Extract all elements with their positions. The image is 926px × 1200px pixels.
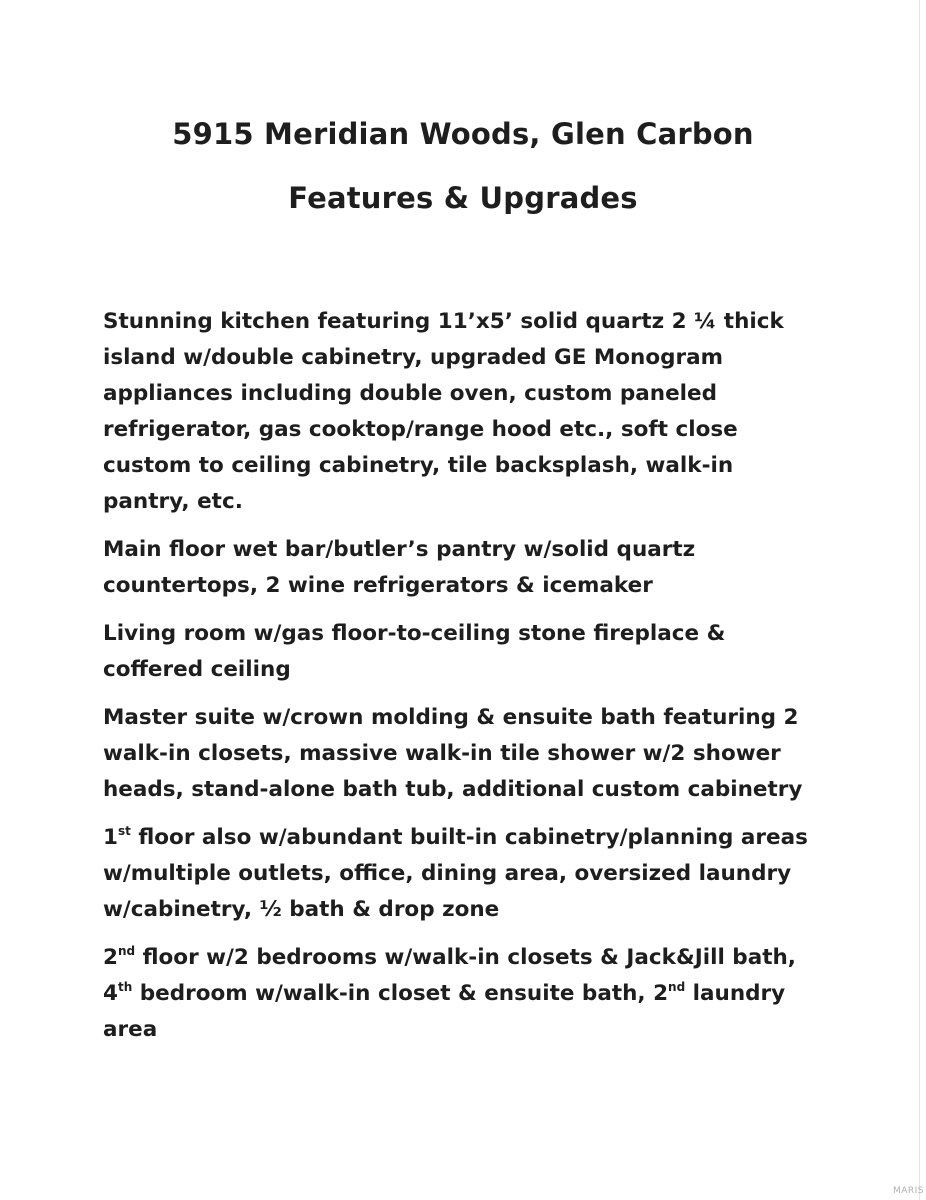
second-floor-text: floor w/2 bedrooms w/walk-in closets & Jack&Jill bath, <box>135 945 796 970</box>
second-laundry-number: 2 <box>653 981 669 1006</box>
page-edge <box>919 0 920 1200</box>
watermark: MARIS <box>892 1186 924 1196</box>
second-floor-number: 2 <box>103 945 118 970</box>
features-list <box>103 304 823 1060</box>
first-floor-text: floor also w/abundant built-in cabinetry/planning areas w/multiple outlets, office, dining area, oversized laundry w/cabinetry, ½ bath & drop zone <box>103 825 808 922</box>
first-floor-number: 1 <box>103 825 118 850</box>
second-floor-ordinal: nd <box>117 943 136 958</box>
feature-living-room: Living room w/gas floor-to-ceiling stone fireplace & coffered ceiling <box>103 621 726 682</box>
document-subtitle: Features & Upgrades <box>288 181 638 215</box>
second-laundry-ordinal: nd <box>668 979 686 994</box>
feature-first-floor <box>103 820 823 928</box>
feature-second-floor <box>103 940 823 1048</box>
feature-kitchen: Stunning kitchen featuring 11’x5’ solid quartz 2 ¼ thick island w/double cabinetry, upgraded GE Monogram appliances including double oven, custom paneled refrigerator, gas cooktop/range hood etc., soft close custom to ceiling cabinetry, tile backsplash, walk-in pantry, etc. <box>103 309 784 514</box>
feature-master-suite: Master suite w/crown molding & ensuite bath featuring 2 walk-in closets, massive walk-in tile shower w/2 shower heads, stand-alone bath tub, additional custom cabinetry <box>103 705 803 802</box>
fourth-bedroom-ordinal: th <box>117 979 133 994</box>
document-title: 5915 Meridian Woods, Glen Carbon <box>172 117 754 151</box>
fourth-bedroom-text: bedroom w/walk-in closet & ensuite bath, <box>132 981 654 1006</box>
fourth-bedroom-number: 4 <box>103 981 118 1006</box>
second-laundry-text: laundry area <box>103 981 786 1042</box>
feature-wet-bar: Main floor wet bar/butler’s pantry w/solid quartz countertops, 2 wine refrigerators & icemaker <box>103 537 696 598</box>
first-floor-ordinal: st <box>117 823 131 838</box>
